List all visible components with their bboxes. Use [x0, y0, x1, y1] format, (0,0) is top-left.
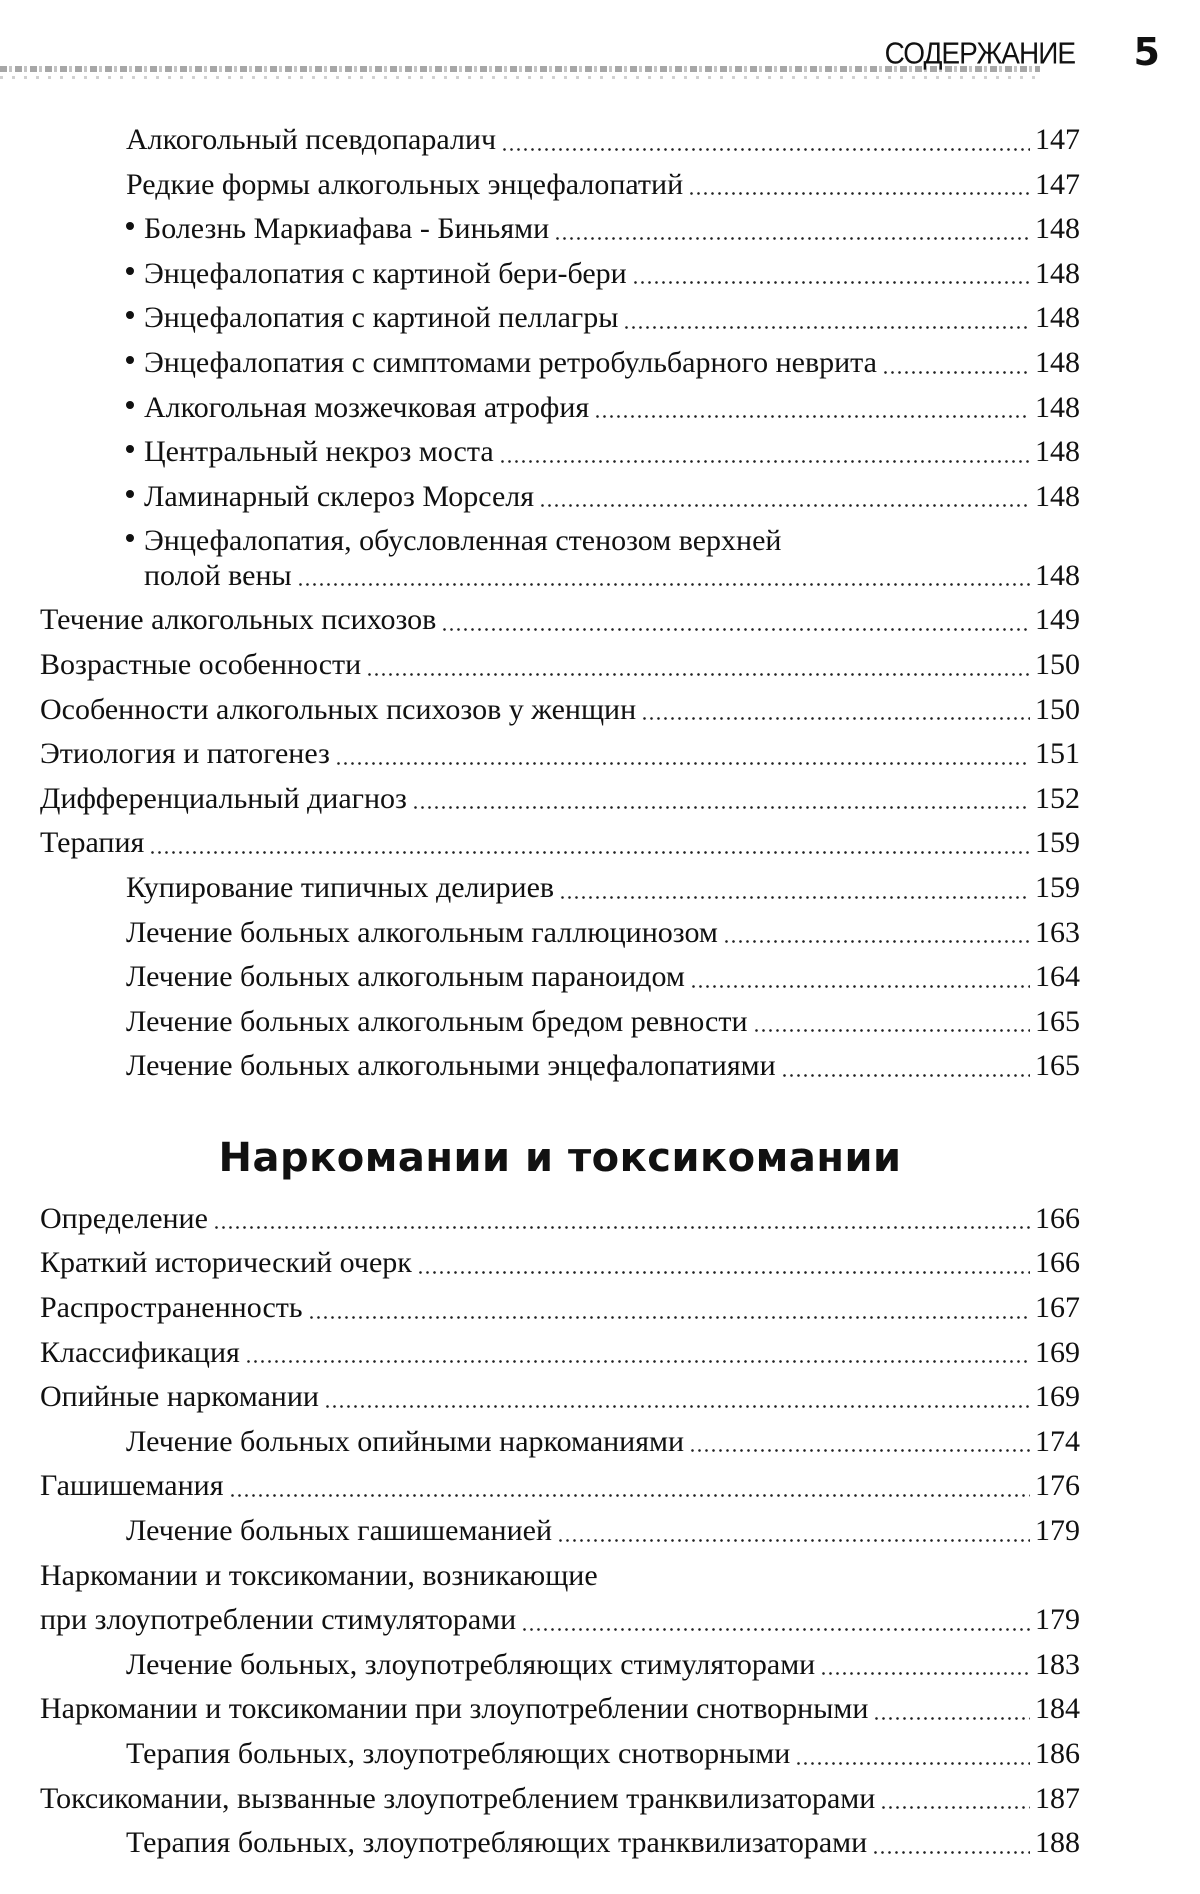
dot-leader [753, 1029, 1030, 1032]
toc-entry-page: 165 [1035, 1049, 1080, 1083]
toc-entry-title: Алкогольный псевдопаралич [126, 123, 497, 156]
toc-entry[interactable] [40, 643, 1080, 688]
dot-leader [412, 806, 1030, 809]
toc-entry[interactable] [40, 1821, 1080, 1866]
toc-group-1 [40, 118, 1080, 519]
toc-entry-title: Центральный некроз моста [144, 435, 494, 469]
toc-entry[interactable] [40, 911, 1080, 956]
toc-entry[interactable] [40, 955, 1080, 1000]
toc-entry-wrapper [126, 519, 1080, 598]
bullet-icon [126, 267, 134, 275]
toc-entry-title: Особенности алкогольных психозов у женщин [40, 692, 637, 726]
dot-leader [820, 1672, 1030, 1675]
toc-entry-title: Гашишемания [40, 1469, 224, 1503]
toc-entry-title: Опийные наркомании [40, 1380, 319, 1414]
section-spacer [40, 1089, 1080, 1119]
toc-entry[interactable] [40, 1000, 1080, 1045]
toc-entry[interactable] [40, 1464, 1080, 1509]
dot-leader [882, 371, 1030, 374]
toc-entry[interactable] [40, 430, 1080, 475]
toc-entry[interactable] [40, 1509, 1080, 1554]
dot-leader [781, 1074, 1030, 1077]
toc-entry[interactable] [40, 386, 1080, 431]
dot-leader [245, 1360, 1030, 1363]
toc-entry-page: 188 [1035, 1826, 1080, 1860]
toc-entry[interactable] [40, 207, 1080, 252]
toc-entry-title: Этиология и патогенез [40, 737, 330, 771]
toc-entry-title: Ламинарный склероз Морселя [144, 479, 535, 513]
toc-entry[interactable] [40, 1044, 1080, 1089]
dot-leader [521, 1628, 1030, 1631]
toc-entry-page: 150 [1035, 647, 1080, 681]
toc-entry-page: 147 [1035, 123, 1080, 156]
toc-entry[interactable] [40, 1197, 1080, 1242]
toc-entry[interactable] [40, 1331, 1080, 1376]
table-of-contents [40, 118, 1080, 1866]
toc-entry-page: 164 [1035, 960, 1080, 994]
header-page-number: 5 [1133, 30, 1160, 74]
toc-entry-title: Определение [40, 1201, 208, 1235]
toc-entry-page: 151 [1035, 737, 1080, 771]
toc-entry[interactable] [40, 1598, 1080, 1643]
toc-entry[interactable] [40, 1286, 1080, 1331]
toc-entry-title: Лечение больных алкогольными энцефалопатиями [126, 1049, 776, 1083]
toc-entry[interactable] [40, 1687, 1080, 1732]
toc-entry-page: 184 [1035, 1692, 1080, 1726]
bullet-icon [126, 311, 134, 319]
toc-entry[interactable] [40, 163, 1080, 208]
toc-entry-page: 148 [1035, 390, 1080, 424]
toc-entry[interactable] [40, 1375, 1080, 1420]
dot-leader [499, 460, 1030, 463]
toc-entry-page: 148 [1035, 345, 1080, 379]
toc-entry-title: Терапия больных, злоупотребляющих снотворными [126, 1737, 791, 1770]
dot-leader [689, 1449, 1030, 1452]
dot-leader [872, 1851, 1030, 1854]
dot-leader [501, 148, 1030, 151]
toc-entry-title: Алкогольная мозжечковая атрофия [144, 390, 590, 424]
toc-entry-title: Лечение больных гашишеманией [126, 1514, 553, 1548]
dot-leader [417, 1271, 1030, 1274]
dot-leader [795, 1762, 1030, 1765]
toc-entry-page: 148 [1035, 435, 1080, 469]
toc-entry-title: полой вены [144, 559, 292, 593]
bullet-icon [126, 356, 134, 364]
toc-entry-page: 166 [1035, 1201, 1080, 1235]
toc-entry-page: 148 [1035, 256, 1080, 290]
dot-leader [213, 1226, 1030, 1229]
toc-entry-title: Классификация [40, 1335, 240, 1369]
toc-entry-title: Распространенность [40, 1291, 303, 1325]
toc-entry-page: 183 [1035, 1647, 1080, 1681]
toc-entry-title: Энцефалопатия, обусловленная стенозом верхней [144, 524, 782, 558]
toc-entry-page: 179 [1035, 1514, 1080, 1548]
dot-leader [632, 281, 1030, 284]
toc-entry-page: 159 [1035, 826, 1080, 860]
toc-entry-page: 148 [1035, 212, 1080, 246]
toc-entry-page: 150 [1035, 692, 1080, 726]
toc-entry-title: Лечение больных опийными наркоманиями [126, 1424, 685, 1458]
toc-entry-title: Терапия [40, 826, 145, 860]
dot-leader [324, 1405, 1030, 1408]
toc-entry-title: Лечение больных, злоупотребляющих стимуляторами [126, 1647, 816, 1681]
toc-entry-page: 148 [1035, 301, 1080, 335]
toc-entry-title: Купирование типичных делириев [126, 870, 555, 904]
toc-entry-page: 176 [1035, 1469, 1080, 1503]
toc-entry-page: 179 [1035, 1603, 1080, 1637]
toc-entry[interactable] [40, 732, 1080, 777]
dot-leader [641, 717, 1030, 720]
toc-entry-page: 148 [1035, 479, 1080, 513]
toc-group-4 [40, 1598, 1080, 1866]
toc-entry-title: Энцефалопатия с картиной пеллагры [144, 301, 619, 335]
toc-entry-continued-line: Наркомании и токсикомании, возникающие [40, 1558, 598, 1592]
toc-entry[interactable] [40, 252, 1080, 297]
header-section-title: СОДЕРЖАНИЕ [884, 36, 1075, 71]
toc-entry-page: 159 [1035, 870, 1080, 904]
toc-entry[interactable] [40, 296, 1080, 341]
toc-entry-title: Возрастные особенности [40, 647, 362, 681]
toc-entry[interactable] [40, 777, 1080, 822]
toc-entry[interactable] [40, 821, 1080, 866]
dot-leader [873, 1717, 1030, 1720]
dot-leader [539, 504, 1030, 507]
toc-entry[interactable] [40, 475, 1080, 520]
toc-entry[interactable] [40, 1643, 1080, 1688]
dot-leader [690, 985, 1030, 988]
toc-entry-page: 169 [1035, 1335, 1080, 1369]
dot-leader [557, 1539, 1030, 1542]
toc-entry[interactable] [40, 598, 1080, 643]
toc-entry-page: 167 [1035, 1291, 1080, 1325]
toc-entry-page: 174 [1035, 1424, 1080, 1458]
toc-entry-page: 166 [1035, 1246, 1080, 1280]
dot-leader [366, 673, 1030, 676]
toc-entry-title: Лечение больных алкогольным бредом ревности [126, 1004, 748, 1038]
toc-entry-title: Болезнь Маркиафава - Биньями [144, 212, 550, 246]
dot-leader [441, 628, 1030, 631]
toc-entry[interactable] [40, 341, 1080, 386]
dot-leader [308, 1316, 1030, 1319]
toc-entry-title: Энцефалопатия с симптомами ретробульбарного неврита [144, 345, 877, 379]
dot-leader [559, 896, 1030, 899]
toc-entry-title: при злоупотреблении стимуляторами [40, 1603, 517, 1637]
toc-entry-title: Редкие формы алкогольных энцефалопатий [126, 167, 684, 201]
toc-entry-title: Терапия больных, злоупотребляющих транквилизаторами [126, 1826, 868, 1860]
running-header [0, 30, 1200, 80]
toc-entry-page: 169 [1035, 1380, 1080, 1414]
dot-leader [880, 1806, 1030, 1809]
toc-entry[interactable] [40, 688, 1080, 733]
toc-entry-line2 [126, 554, 1080, 598]
dot-leader [335, 762, 1030, 765]
toc-entry[interactable] [40, 118, 1080, 163]
dot-leader [297, 583, 1030, 586]
dot-leader [723, 940, 1030, 943]
dot-leader [554, 237, 1030, 240]
bullet-icon [126, 445, 134, 453]
toc-entry[interactable] [40, 519, 1080, 598]
dot-leader [688, 192, 1030, 195]
toc-entry-title: Энцефалопатия с картиной бери-бери [144, 256, 627, 290]
toc-entry[interactable] [40, 1420, 1080, 1465]
dot-leader [623, 326, 1030, 329]
section-heading: Наркомании и токсикомании [218, 1134, 902, 1181]
bullet-icon [126, 222, 134, 230]
toc-group-2 [40, 598, 1080, 1089]
toc-entry[interactable] [40, 1241, 1080, 1286]
dot-leader [594, 415, 1030, 418]
toc-entry[interactable] [40, 866, 1080, 911]
bullet-icon [126, 490, 134, 498]
toc-entry-title: Наркомании и токсикомании при злоупотреблении снотворными [40, 1692, 869, 1726]
toc-entry[interactable] [40, 1732, 1080, 1777]
toc-entry-page: 148 [1035, 559, 1080, 593]
toc-entry-page: 187 [1035, 1781, 1080, 1815]
toc-entry-title: Лечение больных алкогольным параноидом [126, 960, 685, 994]
toc-entry-page: 186 [1035, 1737, 1080, 1770]
toc-entry[interactable] [40, 1777, 1080, 1822]
toc-group-3 [40, 1197, 1080, 1554]
toc-entry-page: 163 [1035, 915, 1080, 949]
toc-entry-page: 152 [1035, 781, 1080, 815]
dot-leader [149, 851, 1030, 854]
header-rule-secondary [0, 76, 1040, 79]
toc-entry-page: 147 [1035, 167, 1080, 201]
toc-entry-page: 165 [1035, 1004, 1080, 1038]
bullet-icon [126, 401, 134, 409]
toc-entry-title: Краткий исторический очерк [40, 1246, 412, 1280]
dot-leader [229, 1494, 1031, 1497]
bullet-icon [126, 534, 134, 542]
toc-entry-title: Дифференциальный диагноз [40, 781, 407, 815]
toc-entry-title: Лечение больных алкогольным галлюцинозом [126, 915, 718, 949]
toc-entry-page: 149 [1035, 603, 1080, 637]
toc-entry-title: Токсикомании, вызванные злоупотреблением транквилизаторами [40, 1781, 876, 1815]
toc-entry-title: Течение алкогольных психозов [40, 603, 437, 637]
